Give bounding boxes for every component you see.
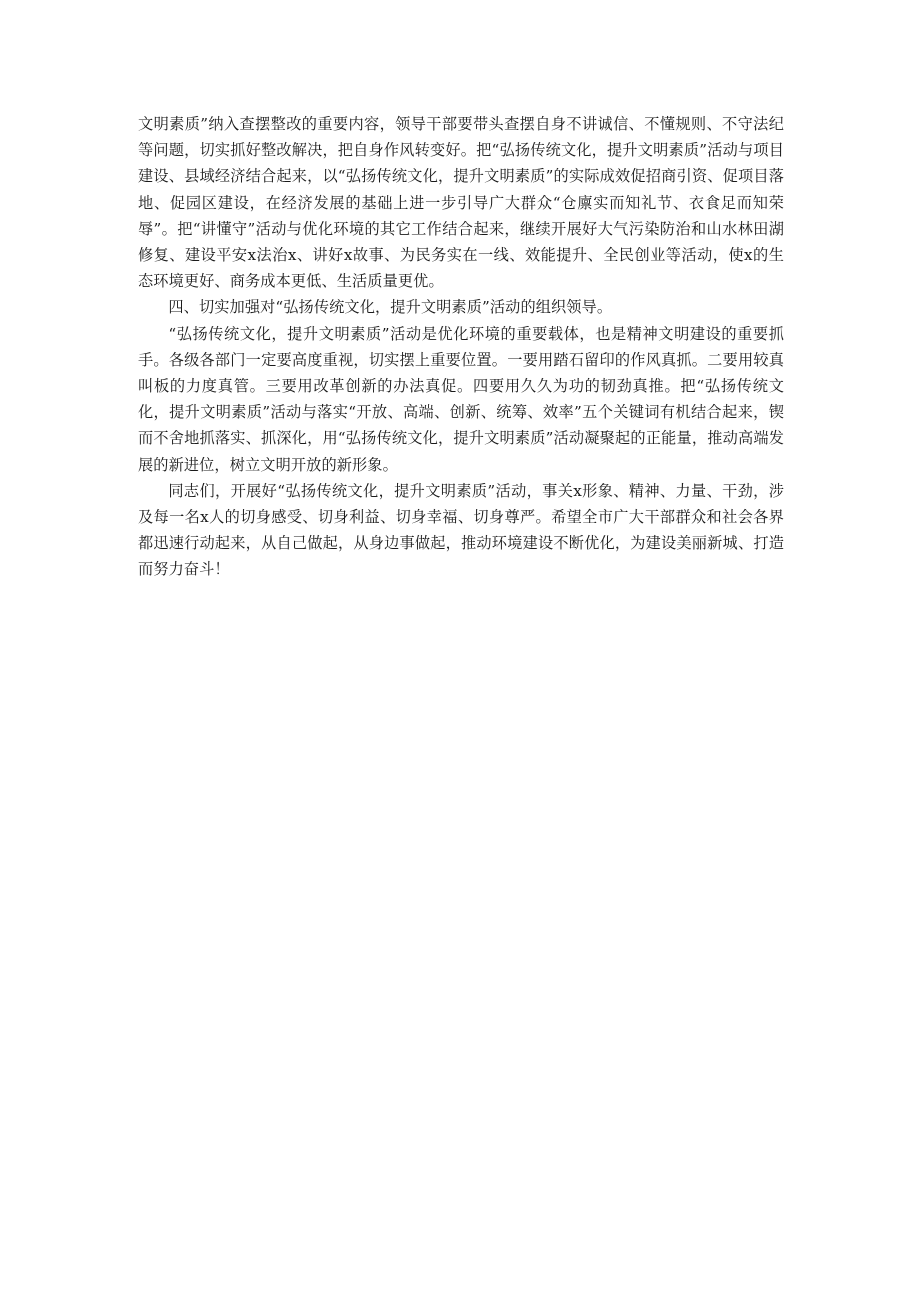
paragraph-organization: “弘扬传统文化，提升文明素质”活动是优化环境的重要载体，也是精神文明建设的重要抓手。各级各部门一定要高度重视，切实摆上重要位置。一要用踏石留印的作风真抓。二要用较真叫板的力度真管。三要用改革创新的办法真促。四要用久久为功的韧劲真推。把“弘扬传统文化，提升文明素质”活动与落实“开放、高端、创新、统筹、效率”五个关键词有机结合起来，锲而不舍地抓落实、抓深化，用“弘扬传统文化，提升文明素质”活动凝聚起的正能量，推动高端发展的新进位，树立文明开放的新形象。 bbox=[138, 324, 784, 474]
paragraph-closing: 同志们，开展好“弘扬传统文化，提升文明素质”活动，事关x形象、精神、力量、干劲，涉及每一名x人的切身感受、切身利益、切身幸福、切身尊严。希望全市广大干部群众和社会各界都迅速行动起来，从自己做起，从身边事做起，推动环境建设不断优化，为建设美丽新城、打造而努力奋斗！ bbox=[138, 481, 784, 579]
section-heading-four: 四、切实加强对“弘扬传统文化，提升文明素质”活动的组织领导。 bbox=[168, 298, 613, 317]
paragraph-continuation: 文明素质”纳入查摆整改的重要内容，领导干部要带头查摆自身不讲诚信、不懂规则、不守法纪等问题，切实抓好整改解决，把自身作风转变好。把“弘扬传统文化，提升文明素质”活动与项目建设、县域经济结合起来，以“弘扬传统文化，提升文明素质”的实际成效促招商引资、促项目落地、促园区建设，在经济发展的基础上进一步引导广大群众“仓廪实而知礼节、衣食足而知荣辱”。把“讲懂守”活动与优化环境的其它工作结合起来，继续开展好大气污染防治和山水林田湖修复、建设平安x法治x、讲好x故事、为民务实在一线、效能提升、全民创业等活动，使x的生态环境更好、商务成本更低、生活质量更优。 bbox=[138, 115, 784, 291]
document-body bbox=[138, 111, 784, 583]
